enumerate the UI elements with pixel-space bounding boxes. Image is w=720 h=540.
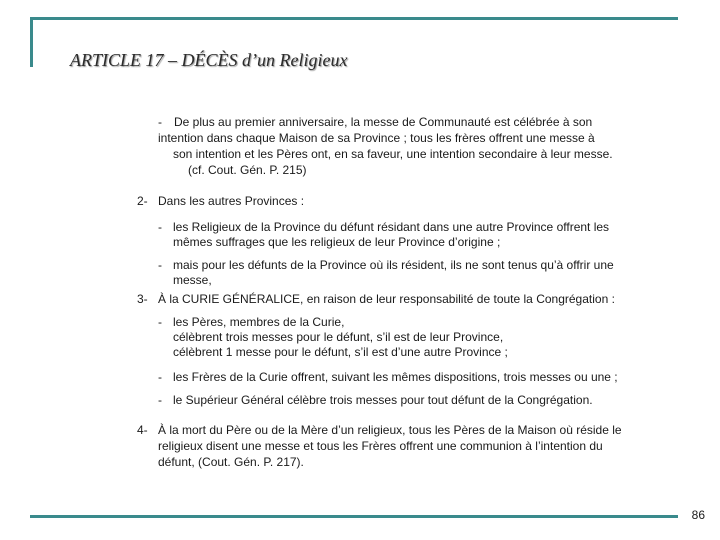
item-heading: À la CURIE GÉNÉRALICE, en raison de leur responsabilité de toute la Congrégation : bbox=[158, 292, 615, 306]
frame-left-rule bbox=[30, 17, 33, 67]
item-number: 2- bbox=[137, 194, 148, 208]
text-line: messe, bbox=[173, 273, 212, 287]
text-line: À la mort du Père ou de la Mère d’un religieux, tous les Pères de la Maison où réside le bbox=[158, 423, 622, 437]
text-line: le Supérieur Général célèbre trois messes pour tout défunt de la Congrégation. bbox=[173, 393, 593, 407]
dash-bullet: - bbox=[158, 315, 162, 329]
text-line: (cf. Cout. Gén. P. 215) bbox=[188, 163, 307, 177]
text-line: mêmes suffrages que les religieux de leur Province d’origine ; bbox=[173, 235, 501, 249]
dash-bullet: - bbox=[158, 115, 162, 129]
item-number: 4- bbox=[137, 423, 148, 437]
dash-bullet: - bbox=[158, 258, 162, 272]
text-line: De plus au premier anniversaire, la messe de Communauté est célébrée à son bbox=[174, 115, 593, 129]
page-title: ARTICLE 17 – DÉCÈS d’un Religieux bbox=[70, 50, 348, 70]
page-number: 86 bbox=[691, 508, 705, 522]
text-line: les Religieux de la Province du défunt résidant dans une autre Province offrent les bbox=[173, 220, 610, 234]
text-line: les Pères, membres de la Curie, bbox=[173, 315, 345, 329]
dash-bullet: - bbox=[158, 220, 162, 234]
text-line: défunt, (Cout. Gén. P. 217). bbox=[158, 455, 304, 469]
text-line: les Frères de la Curie offrent, suivant les mêmes dispositions, trois messes ou une ; bbox=[173, 370, 618, 384]
text-line: célèbrent trois messes pour le défunt, s’il est de leur Province, bbox=[173, 330, 504, 344]
item-number: 3- bbox=[137, 292, 148, 306]
dash-bullet: - bbox=[158, 370, 162, 384]
text-line: intention dans chaque Maison de sa Province ; tous les frères offrent une messe à bbox=[158, 131, 595, 145]
item-heading: Dans les autres Provinces : bbox=[158, 194, 305, 208]
frame-top-rule bbox=[30, 17, 678, 20]
text-line: mais pour les défunts de la Province où ils résident, ils ne sont tenus qu’à offrir une bbox=[173, 258, 614, 272]
text-line: religieux disent une messe et tous les Frères offrent une communion à l’intention du bbox=[158, 439, 603, 453]
text-line: son intention et les Pères ont, en sa faveur, une intention secondaire à leur messe. bbox=[173, 147, 613, 161]
text-line: célèbrent 1 messe pour le défunt, s’il est d’une autre Province ; bbox=[173, 345, 508, 359]
dash-bullet: - bbox=[158, 393, 162, 407]
frame-bottom-rule bbox=[30, 515, 678, 518]
